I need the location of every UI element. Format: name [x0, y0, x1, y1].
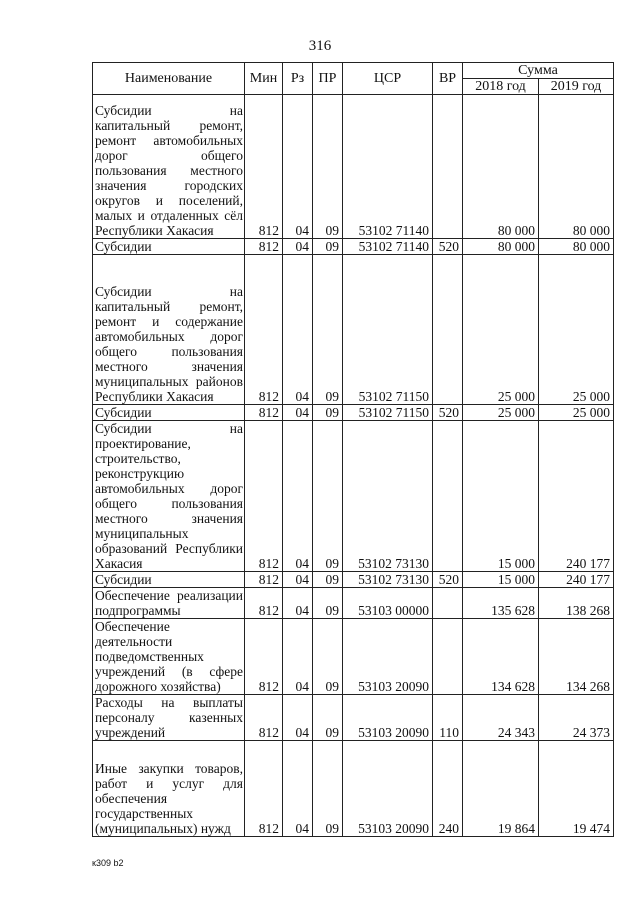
table-row — [93, 239, 614, 255]
header-vr: ВР — [433, 63, 463, 95]
budget-table — [92, 62, 614, 837]
cell-pr: 09 — [313, 405, 343, 421]
header-2018: 2018 год — [463, 79, 539, 95]
cell-rz: 04 — [283, 572, 313, 588]
cell-pr: 09 — [313, 95, 343, 239]
cell-rz: 04 — [283, 421, 313, 572]
cell-csr: 53102 73130 — [343, 572, 433, 588]
cell-y2018: 25 000 — [463, 255, 539, 405]
cell-csr: 53102 71140 — [343, 95, 433, 239]
cell-y2019: 19 474 — [539, 741, 614, 837]
cell-y2019: 134 268 — [539, 619, 614, 695]
cell-csr: 53103 20090 — [343, 619, 433, 695]
cell-y2018: 80 000 — [463, 95, 539, 239]
cell-y2019: 80 000 — [539, 239, 614, 255]
cell-pr: 09 — [313, 255, 343, 405]
header-csr: ЦСР — [343, 63, 433, 95]
cell-name: Субсидии на проектирование, строительство, реконструкцию автомобильных дорог общего пользования местного значения муниципальных образований Республики Хакасия — [93, 421, 245, 572]
cell-csr: 53102 71150 — [343, 405, 433, 421]
cell-min: 812 — [245, 95, 283, 239]
cell-pr: 09 — [313, 741, 343, 837]
cell-y2018: 135 628 — [463, 588, 539, 619]
cell-min: 812 — [245, 421, 283, 572]
cell-name: Расходы на выплаты персоналу казенных учреждений — [93, 695, 245, 741]
cell-pr: 09 — [313, 572, 343, 588]
cell-rz: 04 — [283, 255, 313, 405]
header-min: Мин — [245, 63, 283, 95]
cell-csr: 53103 00000 — [343, 588, 433, 619]
cell-y2019: 138 268 — [539, 588, 614, 619]
cell-min: 812 — [245, 572, 283, 588]
cell-csr: 53102 73130 — [343, 421, 433, 572]
cell-vr — [433, 255, 463, 405]
table-row — [93, 95, 614, 239]
cell-name: Субсидии на капитальный ремонт, ремонт и содержание автомобильных дорог общего пользования местного значения муниципальных районов Республики Хакасия — [93, 255, 245, 405]
cell-rz: 04 — [283, 619, 313, 695]
cell-csr: 53103 20090 — [343, 741, 433, 837]
cell-min: 812 — [245, 239, 283, 255]
cell-rz: 04 — [283, 405, 313, 421]
cell-y2019: 80 000 — [539, 95, 614, 239]
cell-pr: 09 — [313, 619, 343, 695]
cell-y2018: 80 000 — [463, 239, 539, 255]
footer-code: к309 b2 — [92, 858, 124, 868]
cell-vr — [433, 95, 463, 239]
cell-rz: 04 — [283, 588, 313, 619]
table-row — [93, 572, 614, 588]
header-pr: ПР — [313, 63, 343, 95]
table-row — [93, 619, 614, 695]
cell-min: 812 — [245, 255, 283, 405]
cell-csr: 53102 71140 — [343, 239, 433, 255]
cell-name: Субсидии — [93, 572, 245, 588]
cell-y2018: 24 343 — [463, 695, 539, 741]
cell-vr: 240 — [433, 741, 463, 837]
cell-vr: 110 — [433, 695, 463, 741]
table-row — [93, 255, 614, 405]
table-row — [93, 588, 614, 619]
cell-min: 812 — [245, 695, 283, 741]
cell-rz: 04 — [283, 695, 313, 741]
cell-min: 812 — [245, 741, 283, 837]
cell-rz: 04 — [283, 741, 313, 837]
cell-y2018: 15 000 — [463, 572, 539, 588]
cell-name: Иные закупки товаров, работ и услуг для обеспечения государственных (муниципальных) нужд — [93, 741, 245, 837]
cell-name: Обеспечение реализации подпрограммы — [93, 588, 245, 619]
cell-y2018: 25 000 — [463, 405, 539, 421]
cell-pr: 09 — [313, 239, 343, 255]
cell-rz: 04 — [283, 239, 313, 255]
table-row — [93, 741, 614, 837]
table-row — [93, 421, 614, 572]
page-number: 316 — [308, 38, 332, 54]
cell-y2018: 134 628 — [463, 619, 539, 695]
cell-name: Субсидии — [93, 405, 245, 421]
cell-name: Субсидии на капитальный ремонт, ремонт автомобильных дорог общего пользования местного значения городских округов и поселений, малых и отдаленных сёл Республики Хакасия — [93, 95, 245, 239]
table-row — [93, 695, 614, 741]
cell-vr — [433, 588, 463, 619]
header-rz: Рз — [283, 63, 313, 95]
cell-rz: 04 — [283, 95, 313, 239]
cell-min: 812 — [245, 619, 283, 695]
table-row — [93, 405, 614, 421]
cell-vr: 520 — [433, 572, 463, 588]
cell-min: 812 — [245, 588, 283, 619]
cell-vr — [433, 421, 463, 572]
cell-vr: 520 — [433, 405, 463, 421]
cell-csr: 53102 71150 — [343, 255, 433, 405]
cell-pr: 09 — [313, 695, 343, 741]
cell-csr: 53103 20090 — [343, 695, 433, 741]
cell-pr: 09 — [313, 421, 343, 572]
cell-min: 812 — [245, 405, 283, 421]
cell-y2019: 240 177 — [539, 421, 614, 572]
cell-vr: 520 — [433, 239, 463, 255]
header-2019: 2019 год — [539, 79, 614, 95]
cell-name: Субсидии — [93, 239, 245, 255]
cell-y2019: 24 373 — [539, 695, 614, 741]
cell-vr — [433, 619, 463, 695]
cell-name: Обеспечение деятельности подведомственных учреждений (в сфере дорожного хозяйства) — [93, 619, 245, 695]
cell-pr: 09 — [313, 588, 343, 619]
cell-y2018: 15 000 — [463, 421, 539, 572]
cell-y2019: 25 000 — [539, 255, 614, 405]
header-sum: Сумма — [463, 63, 614, 79]
cell-y2019: 25 000 — [539, 405, 614, 421]
cell-y2018: 19 864 — [463, 741, 539, 837]
cell-y2019: 240 177 — [539, 572, 614, 588]
header-name: Наименование — [93, 63, 245, 95]
